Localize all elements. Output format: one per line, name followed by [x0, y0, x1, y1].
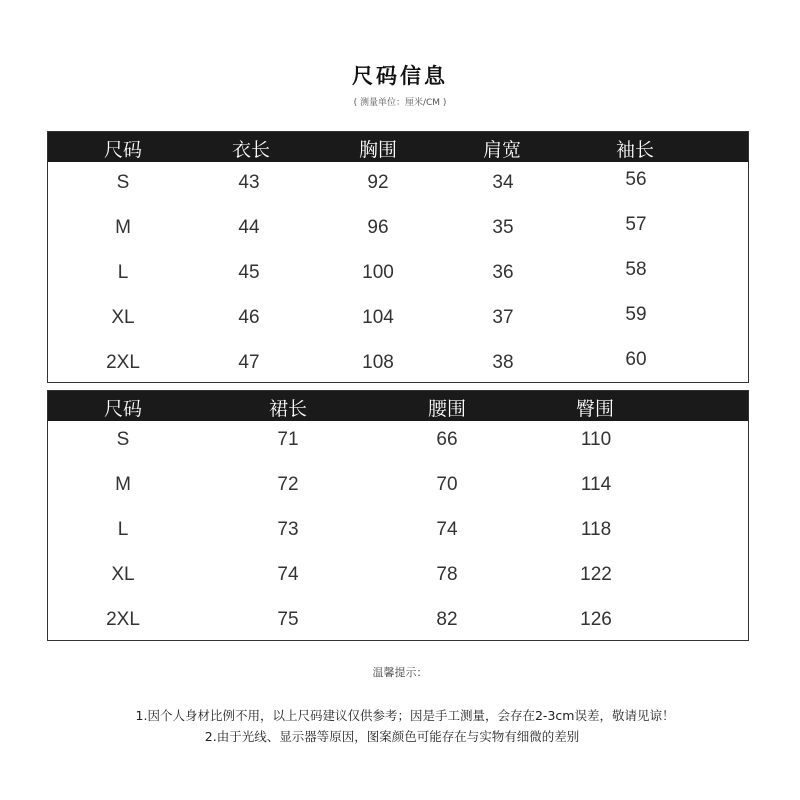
table-cell: 74 [436, 519, 458, 540]
page-title: 尺码信息 [352, 64, 448, 88]
table-cell: 71 [277, 429, 299, 450]
table-cell: 92 [367, 172, 389, 193]
table-cell: 59 [625, 304, 647, 325]
table-cell: 82 [436, 609, 458, 630]
table-cell: 58 [625, 259, 647, 280]
table-cell: 108 [362, 352, 394, 373]
table-header [48, 391, 748, 421]
notes-title: 温馨提示： [372, 666, 428, 679]
bottom-size-table [47, 390, 749, 641]
table-cell: 126 [580, 609, 612, 630]
size-label-cell: S [116, 429, 130, 450]
size-label-cell: 2XL [106, 609, 140, 630]
table-cell: 74 [277, 564, 299, 585]
size-label-cell: XL [111, 307, 135, 328]
header-cell: 腰围 [427, 398, 467, 420]
table-cell: 114 [580, 474, 612, 495]
table-cell: 75 [277, 609, 299, 630]
size-label-cell: XL [111, 564, 135, 585]
table-cell: 47 [238, 352, 260, 373]
header-cell: 尺码 [103, 398, 143, 420]
table-cell: 34 [492, 172, 514, 193]
table-cell: 110 [580, 429, 612, 450]
table-cell: 43 [238, 172, 260, 193]
table-cell: 35 [492, 217, 514, 238]
table-cell: 100 [362, 262, 394, 283]
unit-subtitle: ( 测量单位：厘米/CM ) [353, 98, 447, 108]
table-cell: 36 [492, 262, 514, 283]
table-cell: 73 [277, 519, 299, 540]
table-cell: 78 [436, 564, 458, 585]
note-item: 1.因个人身材比例不用，以上尺码建议仅供参考；因是手工测量，会存在2-3cm误差，敬请见谅！ [135, 708, 675, 723]
table-cell: 104 [362, 307, 394, 328]
size-label-cell: M [115, 474, 131, 495]
size-label-cell: M [115, 217, 131, 238]
header-cell: 袖长 [615, 139, 655, 161]
table-cell: 57 [625, 214, 647, 235]
top-size-table [47, 131, 749, 383]
table-cell: 70 [436, 474, 458, 495]
size-label-cell: 2XL [106, 352, 140, 373]
table-cell: 96 [367, 217, 389, 238]
table-cell: 46 [238, 307, 260, 328]
table-cell: 45 [238, 262, 260, 283]
header-cell: 尺码 [103, 139, 143, 161]
header-cell: 衣长 [231, 139, 271, 161]
table-cell: 37 [492, 307, 514, 328]
header-cell: 肩宽 [482, 139, 522, 161]
table-cell: 38 [492, 352, 514, 373]
table-cell: 60 [625, 349, 647, 370]
size-label-cell: L [117, 519, 129, 540]
size-label-cell: L [117, 262, 129, 283]
table-cell: 44 [238, 217, 260, 238]
header-cell: 胸围 [358, 139, 398, 161]
note-item: 2.由于光线、显示器等原因，图案颜色可能存在与实物有细微的差别 [204, 729, 580, 744]
header-cell: 臀围 [575, 398, 615, 420]
table-cell: 56 [625, 169, 647, 190]
table-cell: 66 [436, 429, 458, 450]
table-cell: 122 [580, 564, 612, 585]
table-cell: 118 [580, 519, 612, 540]
size-label-cell: S [116, 172, 130, 193]
header-cell: 裙长 [268, 398, 308, 420]
table-cell: 72 [277, 474, 299, 495]
